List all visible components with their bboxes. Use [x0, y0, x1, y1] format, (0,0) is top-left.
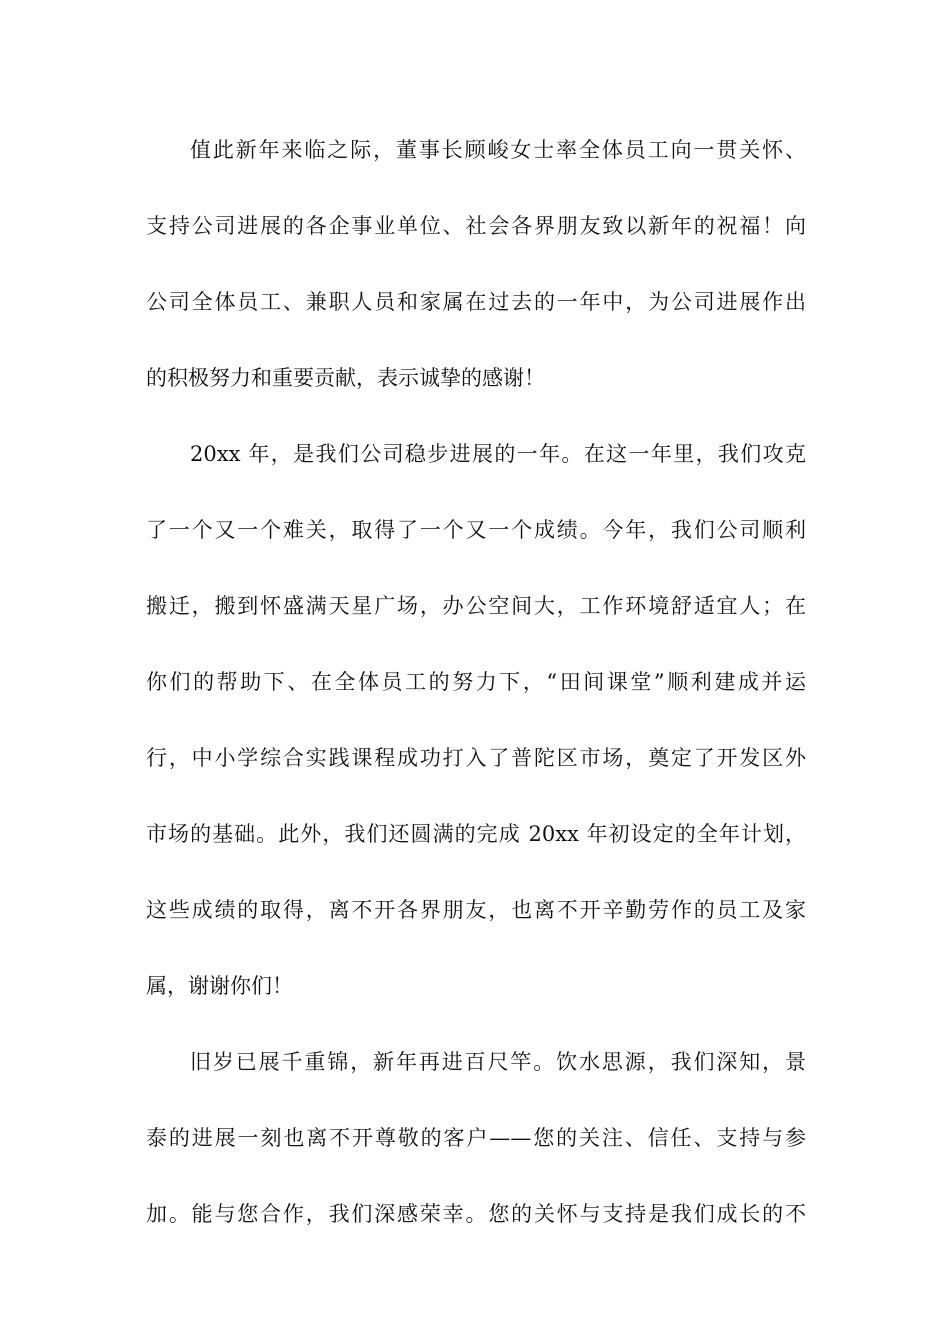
paragraph-1-line-1: 值此新年来临之际，董事长顾峻女士率全体员工向一贯关怀、: [190, 138, 806, 162]
paragraph-1-line-4: 的积极努力和重要贡献，表示诚挚的感谢！: [146, 366, 545, 390]
paragraph-3-line-1: 旧岁已展千重锦，新年再进百尺竿。饮水思源，我们深知，景: [190, 1050, 806, 1074]
paragraph-2-line-4: 你们的帮助下、在全体员工的努力下，“田间课堂”顺利建成并运: [146, 670, 806, 694]
paragraph-3-line-3: 加。能与您合作，我们深感荣幸。您的关怀与支持是我们成长的不: [146, 1202, 806, 1226]
paragraph-1-line-2: 支持公司进展的各企事业单位、社会各界朋友致以新年的祝福！向: [146, 214, 806, 238]
paragraph-2-line-3: 搬迁，搬到怀盛满天星广场，办公空间大，工作环境舒适宜人；在: [146, 594, 806, 618]
paragraph-2-line-2: 了一个又一个难关，取得了一个又一个成绩。今年，我们公司顺利: [146, 518, 806, 542]
paragraph-2-line-5: 行，中小学综合实践课程成功打入了普陀区市场，奠定了开发区外: [146, 746, 806, 770]
paragraph-2-line-1: 20xx 年，是我们公司稳步进展的一年。在这一年里，我们攻克: [190, 442, 806, 466]
paragraph-2-line-8: 属，谢谢你们！: [146, 974, 293, 998]
paragraph-2-line-7: 这些成绩的取得，离不开各界朋友，也离不开辛勤劳作的员工及家: [146, 898, 806, 922]
paragraph-1-line-3: 公司全体员工、兼职人员和家属在过去的一年中，为公司进展作出: [146, 290, 806, 314]
paragraph-2-line-6: 市场的基础。此外，我们还圆满的完成 20xx 年初设定的全年计划，: [146, 822, 806, 846]
paragraph-3-line-2: 泰的进展一刻也离不开尊敬的客户——您的关注、信任、支持与参: [146, 1126, 806, 1150]
